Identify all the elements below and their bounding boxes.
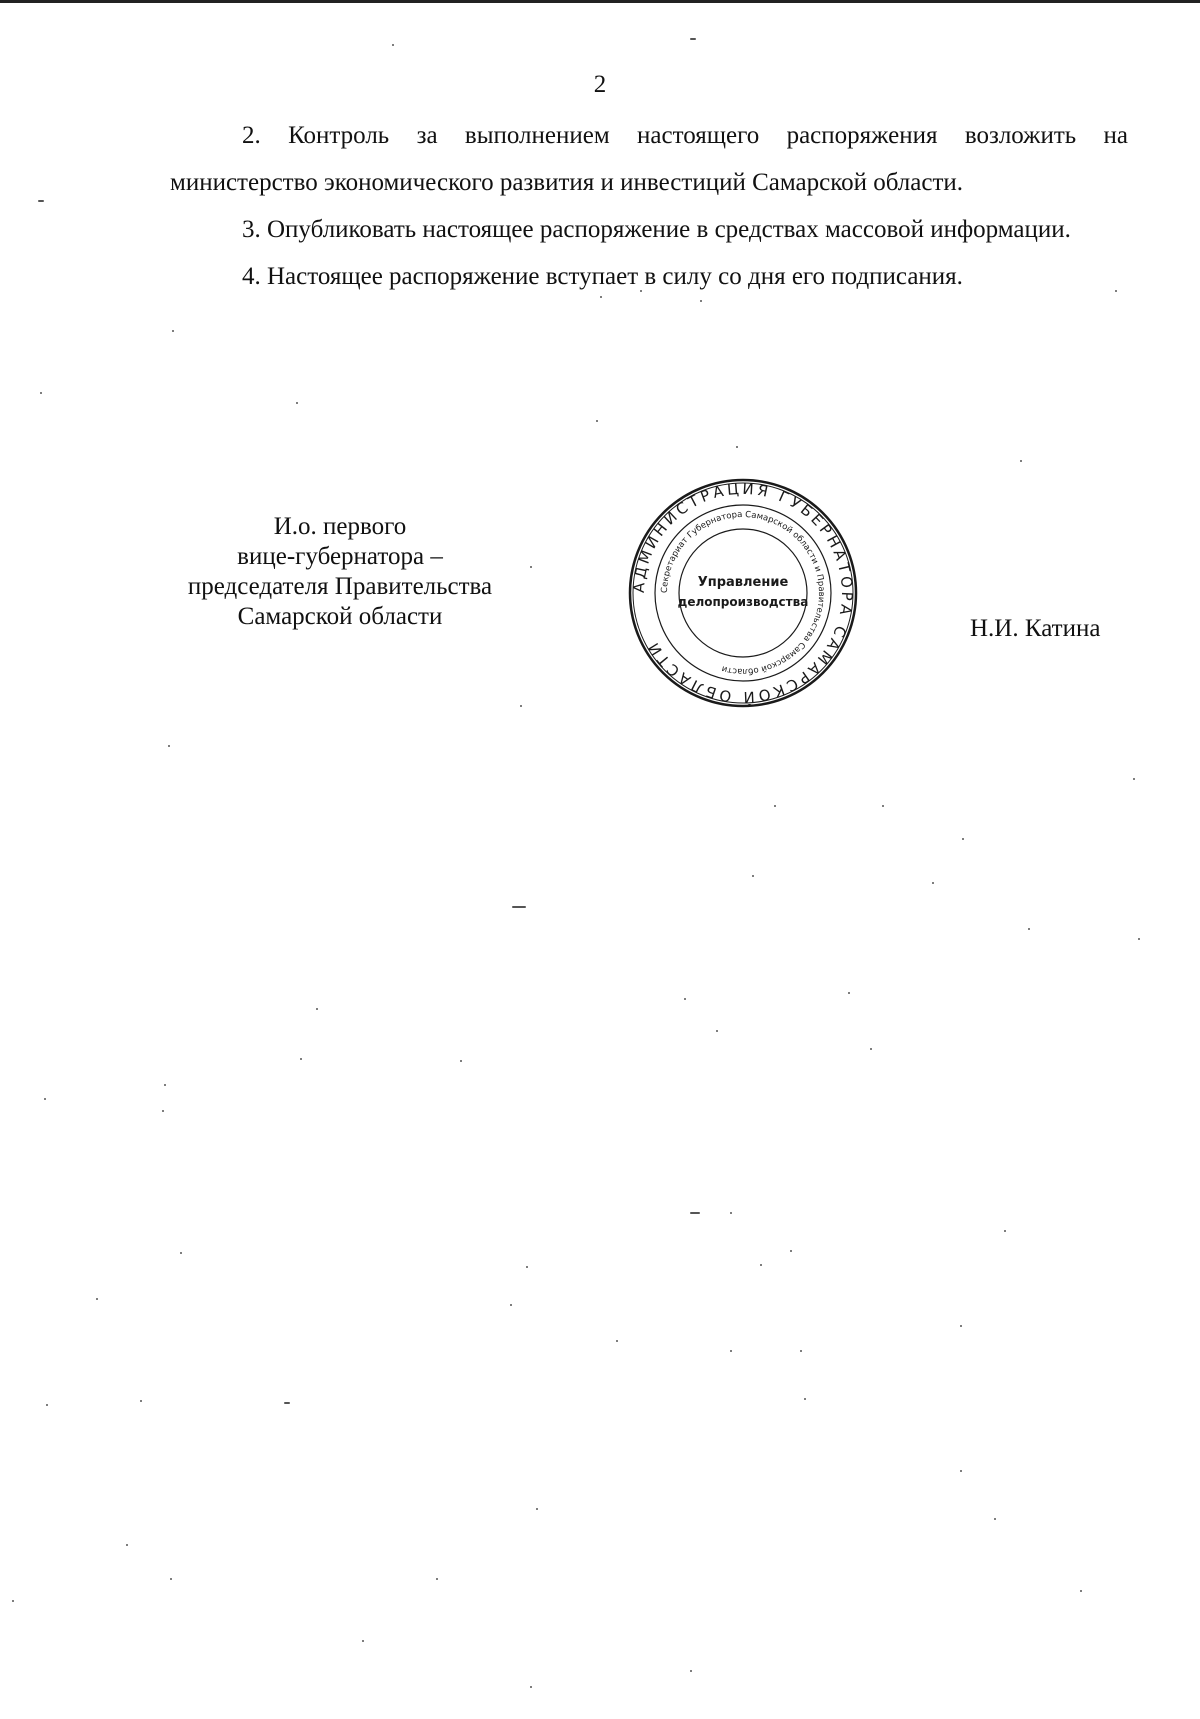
scan-speck: [760, 1264, 762, 1266]
scan-speck: [296, 402, 298, 404]
scan-speck: [46, 1404, 48, 1406]
scan-speck: [1028, 928, 1030, 930]
stamp-inner-ring: [679, 529, 807, 657]
paragraph-item-4: 4. Настоящее распоряжение вступает в силу со дня его подписания.: [242, 263, 963, 290]
scan-speck: [316, 1008, 318, 1010]
scan-speck: [640, 290, 642, 292]
scan-speck: [44, 1098, 46, 1100]
scan-speck: [140, 1400, 142, 1402]
scan-speck: [436, 1578, 438, 1580]
scan-speck: [180, 1252, 182, 1254]
signatory-position-line: вице-губернатора –: [237, 543, 443, 570]
scan-speck: [520, 705, 522, 707]
scan-speck: [1020, 460, 1022, 462]
scan-speck: [1115, 290, 1117, 292]
scan-speck: [526, 1266, 528, 1268]
document-body: [170, 112, 1128, 300]
top-border-line: [0, 0, 1200, 3]
scan-speck: [690, 38, 696, 40]
stamp-inner-text: Секретариат Губернатора Самарской области и Правительства Самарской области: [659, 509, 827, 677]
scan-speck: [960, 1470, 962, 1472]
scan-speck: [530, 1686, 532, 1688]
scan-speck: [870, 1048, 872, 1050]
scan-speck: [300, 1058, 302, 1060]
paragraph-item-2: 2. Контроль за выполнением настоящего распоряжения возложить на министерство экономического развития и инвестиций Самарской области.: [170, 122, 1128, 196]
scan-speck: [1133, 778, 1135, 780]
scan-speck: [932, 882, 934, 884]
scan-speck: [848, 992, 850, 994]
scan-speck: [1138, 938, 1140, 940]
scan-speck: [12, 1600, 14, 1602]
scan-speck: [170, 1578, 172, 1580]
scan-speck: [510, 1304, 512, 1306]
scan-speck: [38, 200, 44, 202]
scan-speck: [736, 446, 738, 448]
scan-speck: [284, 1402, 290, 1404]
scan-speck: [600, 296, 602, 298]
scan-speck: [1080, 1590, 1082, 1592]
scan-speck: [1004, 1230, 1006, 1232]
scan-speck: [616, 1340, 618, 1342]
scan-speck: [690, 1670, 692, 1672]
signatory-position-line: И.о. первого: [273, 513, 407, 540]
scan-speck: [164, 1084, 166, 1086]
stamp-center-text: Управление: [697, 575, 789, 590]
scan-speck: [460, 1060, 462, 1062]
scan-speck: [730, 1350, 732, 1352]
scan-speck: [716, 1030, 718, 1032]
stamp-middle-ring: [655, 505, 831, 681]
signatory-name: Н.И. Катина: [970, 615, 1101, 642]
scan-speck: [512, 906, 526, 908]
scan-speck: [536, 1508, 538, 1510]
scan-speck: [994, 1518, 996, 1520]
page-number: 2: [593, 71, 607, 98]
scan-speck: [162, 1110, 164, 1112]
official-stamp: [628, 478, 858, 708]
stamp-outer-text: АДМИНИСТРАЦИЯ ГУБЕРНАТОРА САМАРСКОЙ ОБЛАСТИ: [629, 479, 857, 707]
paragraph-item-3: 3. Опубликовать настоящее распоряжение в средствах массовой информации.: [242, 216, 1071, 243]
scan-speck: [752, 875, 754, 877]
scan-speck: [960, 1325, 962, 1327]
scan-speck: [882, 805, 884, 807]
scan-speck: [800, 1350, 802, 1352]
scan-speck: [684, 998, 686, 1000]
scan-speck: [962, 838, 964, 840]
stamp-center-text: делопроизводства: [677, 595, 809, 609]
scan-speck: [530, 566, 532, 568]
scan-speck: [690, 1212, 700, 1214]
scan-speck: [596, 420, 598, 422]
scan-speck: [96, 1298, 98, 1300]
scan-speck: [392, 44, 394, 46]
scan-speck: [168, 745, 170, 747]
signatory-position-line: Самарской области: [237, 603, 443, 630]
scan-speck: [730, 1212, 732, 1214]
scan-speck: [126, 1544, 128, 1546]
signatory-position-line: председателя Правительства: [187, 573, 493, 600]
scan-speck: [804, 1398, 806, 1400]
scan-speck: [40, 392, 42, 394]
scan-speck: [700, 300, 702, 302]
scan-speck: [790, 1250, 792, 1252]
scan-speck: [362, 1640, 364, 1642]
scan-speck: [774, 805, 776, 807]
scan-speck: [172, 330, 174, 332]
signatory-position: [150, 512, 530, 632]
